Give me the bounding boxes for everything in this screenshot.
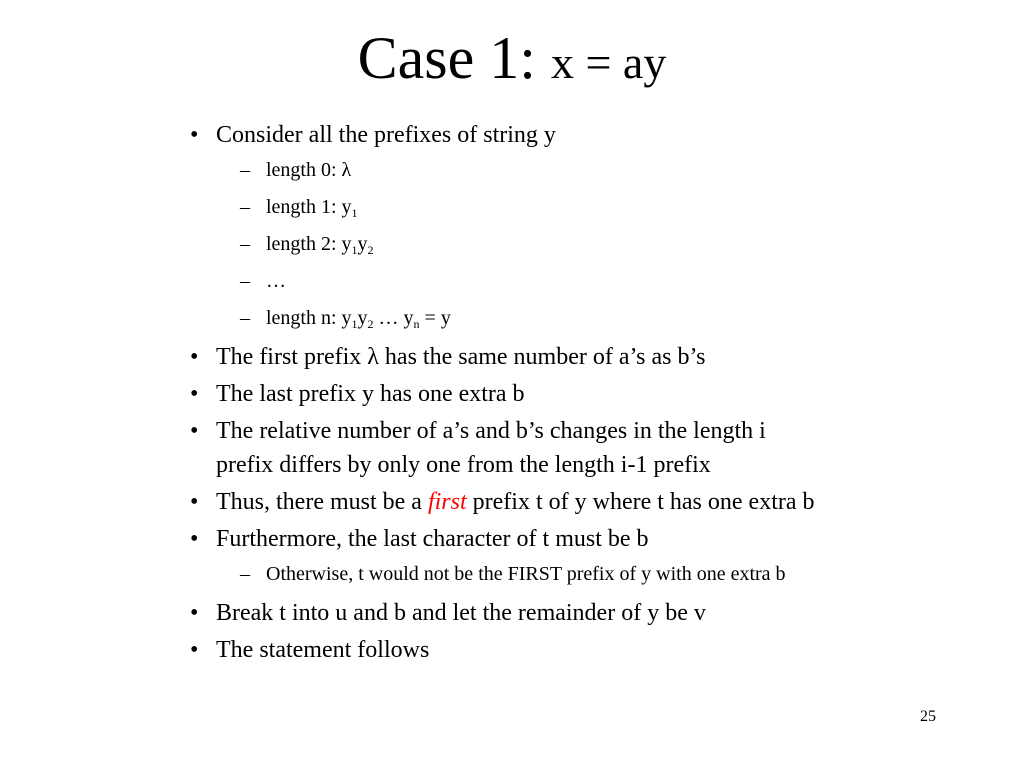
sub-bullet-text: … y (373, 307, 414, 329)
bullet-text: prefix differs by only one from the length i-1 prefix (216, 452, 711, 478)
title-main: Case 1: (357, 25, 551, 91)
sub-bullet-length-0 (190, 155, 990, 186)
dash-marker: – (240, 270, 250, 292)
subscript: 1 (351, 317, 358, 331)
sub-bullet-otherwise (190, 559, 990, 590)
bullet-first-prefix (190, 340, 990, 374)
slide-number: 25 (920, 708, 936, 725)
bullet-first-extra-b (190, 485, 990, 519)
bullet-text: Consider all the prefixes of string y (216, 122, 556, 148)
bullet-text: Break t into u and b and let the remainder of y be v (216, 600, 706, 626)
emphasized-word: first (427, 489, 467, 515)
bullet-text: The first prefix λ has the same number of a’s as b’s (216, 344, 706, 370)
bullet-marker: • (190, 344, 199, 370)
sub-bullet-ellipsis (190, 266, 990, 297)
bullet-marker: • (190, 600, 199, 626)
sub-bullet-text: length 1: y (266, 196, 352, 218)
sub-bullet-text: length 2: y (266, 233, 352, 255)
bullet-prefixes (190, 118, 990, 152)
sub-bullet-text: … (266, 270, 286, 292)
sub-bullet-text: y (357, 233, 368, 255)
subscript: 2 (367, 317, 374, 331)
bullet-relative-number (190, 414, 990, 482)
subscript: 1 (351, 206, 358, 220)
bullet-marker: • (190, 489, 199, 515)
bullet-marker: • (190, 381, 199, 407)
subscript: 1 (351, 243, 358, 257)
bullet-text: Furthermore, the last character of t must be b (216, 526, 649, 552)
bullet-last-character (190, 522, 990, 556)
bullet-text: The last prefix y has one extra b (216, 381, 525, 407)
sub-bullet-text: y (357, 307, 368, 329)
bullet-marker: • (190, 526, 199, 552)
dash-marker: – (240, 563, 250, 585)
bullet-marker: • (190, 418, 199, 444)
slide-title (0, 22, 1024, 99)
sub-bullet-text: = y (419, 307, 451, 329)
slide-body (190, 118, 990, 670)
bullet-text: Thus, there must be a (216, 489, 428, 515)
subscript: 2 (367, 243, 374, 257)
sub-bullet-text: Otherwise, t would not be the FIRST prefix of y with one extra b (266, 563, 786, 585)
subscript: n (413, 317, 420, 331)
sub-bullet-length-1 (190, 192, 990, 223)
title-expression: x = ay (550, 37, 667, 88)
bullet-text: prefix t of y where t has one extra b (466, 489, 815, 515)
sub-bullet-text: length n: y (266, 307, 352, 329)
sub-bullet-text: length 0: λ (266, 159, 352, 181)
bullet-text: The statement follows (216, 637, 430, 663)
bullet-last-prefix (190, 377, 990, 411)
dash-marker: – (240, 196, 250, 218)
bullet-statement-follows (190, 633, 990, 667)
bullet-break-t (190, 596, 990, 630)
sub-bullet-length-n (190, 303, 990, 334)
bullet-marker: • (190, 637, 199, 663)
bullet-marker: • (190, 122, 199, 148)
bullet-text: The relative number of a’s and b’s changes in the length i (216, 418, 766, 444)
dash-marker: – (240, 233, 250, 255)
dash-marker: – (240, 159, 250, 181)
dash-marker: – (240, 307, 250, 329)
sub-bullet-length-2 (190, 229, 990, 260)
